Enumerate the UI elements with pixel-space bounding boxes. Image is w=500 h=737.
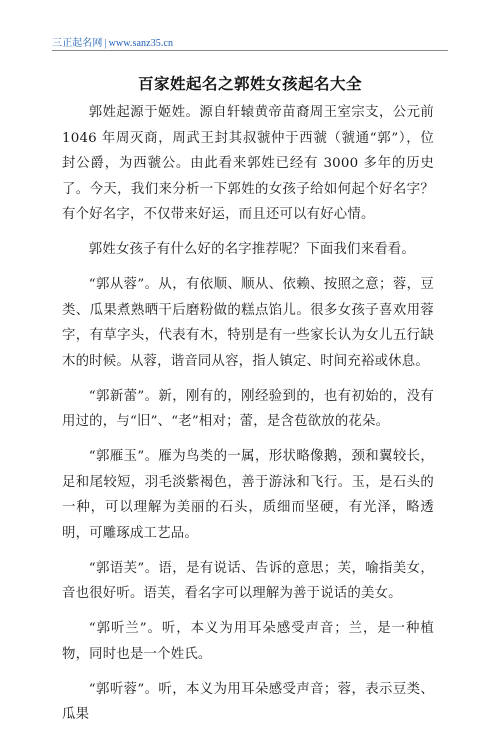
site-url[interactable]: www.sanz35.cn: [108, 38, 174, 49]
paragraph-intro: 郭姓女孩子有什么好的名字推荐呢？下面我们来看看。: [88, 242, 415, 257]
article-body: [62, 100, 434, 737]
article-title: 百家姓起名之郭姓女孩起名大全: [137, 75, 362, 93]
paragraph-name-congrong: “郭从蓉”。从，有依顺、顺从、依赖、按照之意；蓉，豆类、瓜果煮熟晒干后磨粉做的糕点馅儿。很多女孩子喜欢用蓉字，有草字头，代表有木，特别是有一些家长认为女儿五行缺木的时候。从蓉，谐音同从容，指人镇定、时间充裕或休息。: [62, 277, 434, 369]
paragraph-name-tingrong: “郭听蓉”。听，本义为用耳朵感受声音；蓉，表示豆类、瓜果: [62, 681, 434, 722]
paragraph-name-tinglan: “郭听兰”。听，本义为用耳朵感受声音；兰，是一种植物，同时也是一个姓氏。: [62, 621, 434, 662]
paragraph-name-yanyu: “郭雁玉”。雁为鸟类的一属，形状略像鹅，颈和翼较长，足和尾较短，羽毛淡紫褐色，善于游泳和飞行。玉，是石头的一种，可以理解为美丽的石头，质细而坚硬，有光泽，略透明，可雕琢成工艺品。: [62, 449, 434, 541]
paragraph-name-yufu: “郭语芙”。语，是有说话、告诉的意思；芙，喻指美女，音也很好听。语芙，看名字可以理解为善于说话的美女。: [62, 560, 434, 601]
header-separator: |: [104, 38, 107, 49]
site-name[interactable]: 三正起名网: [52, 38, 103, 49]
paragraph-name-xinlei: “郭新蕾”。新，刚有的，刚经验到的，也有初始的，没有用过的，与“旧”、“老”相对；蕾，是含苞欲放的花朵。: [62, 388, 434, 429]
site-header: [52, 34, 173, 49]
header-rule: [52, 50, 448, 51]
paragraph-origin: 郭姓起源于姬姓。源自轩辕黄帝苗裔周王室宗支，公元前 1046 年周灭商，周武王封其叔虢仲于西虢（虢通“郭”），位封公爵，为西虢公。由此看来郭姓已经有 3000 多年的历史了。今天，我们来分析一下郭姓的女孩子给如何起个好名字？有个好名字，不仅带来好运，而且还可以有好心情。: [62, 105, 434, 222]
